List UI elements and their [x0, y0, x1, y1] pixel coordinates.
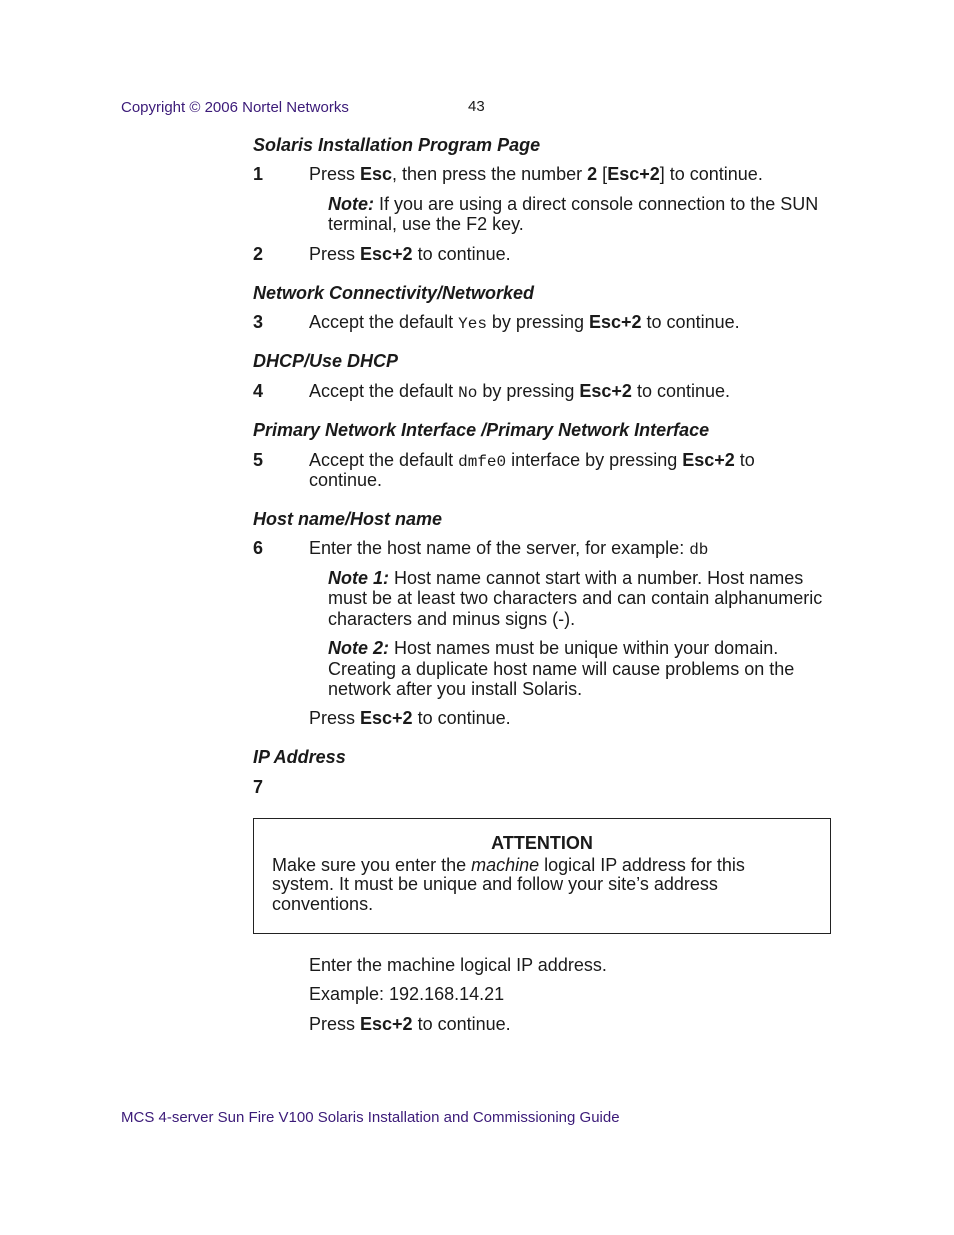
section-heading-primary-interface: Primary Network Interface /Primary Network Interface	[253, 420, 710, 440]
step-4-text: Accept the default No by pressing Esc+2 to continue.	[309, 381, 731, 402]
section-heading-ip-address: IP Address	[253, 747, 346, 767]
section-heading-solaris: Solaris Installation Program Page	[253, 135, 541, 155]
note-2-line3: network after you install Solaris.	[328, 679, 583, 699]
note-console-line2: terminal, use the F2 key.	[328, 214, 524, 234]
host-press-continue: Press Esc+2 to continue.	[309, 708, 511, 728]
note-1-line3: characters and minus signs (-).	[328, 609, 576, 629]
note-1: Note 1: Host name cannot start with a number. Host names	[328, 568, 804, 588]
ip-enter-text: Enter the machine logical IP address.	[309, 955, 607, 975]
ip-press-continue: Press Esc+2 to continue.	[309, 1014, 511, 1034]
section-heading-dhcp: DHCP/Use DHCP	[253, 351, 399, 371]
attention-title: ATTENTION	[491, 833, 593, 853]
step-5-text-line2: continue.	[309, 470, 383, 490]
footer-guide-title: MCS 4-server Sun Fire V100 Solaris Installation and Commissioning Guide	[121, 1109, 620, 1126]
page-number: 43	[468, 98, 485, 115]
step-number-3: 3	[253, 312, 264, 332]
step-number-5: 5	[253, 450, 264, 470]
step-5-text: Accept the default dmfe0 interface by pressing Esc+2 to	[309, 450, 755, 471]
step-2-text: Press Esc+2 to continue.	[309, 244, 511, 264]
step-number-1: 1	[253, 164, 264, 184]
copyright-text: Copyright © 2006 Nortel Networks	[121, 99, 349, 116]
note-1-line2: must be at least two characters and can contain alphanumeric	[328, 588, 823, 608]
step-number-4: 4	[253, 381, 264, 401]
step-6-text: Enter the host name of the server, for example: db	[309, 538, 709, 559]
step-number-2: 2	[253, 244, 264, 264]
note-2: Note 2: Host names must be unique within your domain.	[328, 638, 779, 658]
attention-line3: conventions.	[272, 894, 374, 914]
ip-example-text: Example: 192.168.14.21	[309, 984, 505, 1004]
note-console: Note: If you are using a direct console connection to the SUN	[328, 194, 819, 214]
step-1-text: Press Esc, then press the number 2 [Esc+2] to continue.	[309, 164, 763, 184]
attention-line2: system. It must be unique and follow your site’s address	[272, 874, 718, 894]
section-heading-network: Network Connectivity/Networked	[253, 283, 535, 303]
note-2-line2: Creating a duplicate host name will cause problems on the	[328, 659, 795, 679]
step-number-6: 6	[253, 538, 264, 558]
attention-line1: Make sure you enter the machine logical IP address for this	[272, 855, 745, 875]
step-3-text: Accept the default Yes by pressing Esc+2 to continue.	[309, 312, 740, 333]
step-number-7: 7	[253, 777, 264, 797]
section-heading-host-name: Host name/Host name	[253, 509, 443, 529]
